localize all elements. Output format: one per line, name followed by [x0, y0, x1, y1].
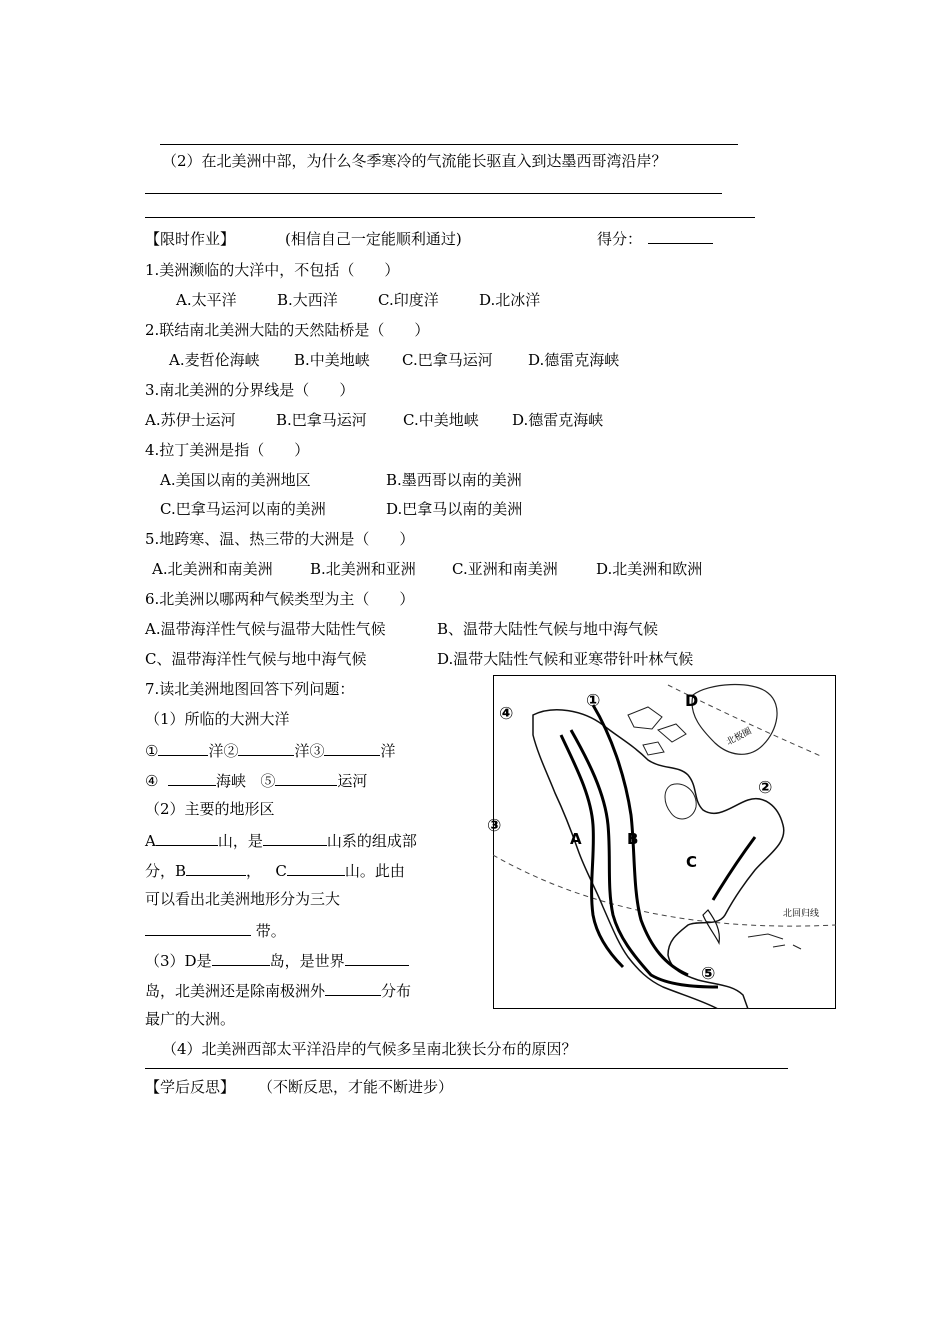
option[interactable]: C.巴拿马运河 [402, 351, 493, 369]
option[interactable]: A.苏伊士运河 [145, 411, 236, 429]
answer-line [145, 1068, 788, 1069]
circled-1: ① [145, 742, 159, 760]
label-text: 岛，北美洲还是除南极洲外 [145, 982, 326, 1000]
fill-line [145, 919, 286, 941]
label-text: 运河 [337, 772, 368, 790]
section-title: 【限时作业】 [145, 230, 236, 248]
option[interactable]: A.麦哲伦海峡 [169, 351, 260, 369]
blank-island[interactable] [212, 949, 270, 966]
reflection-motto: （不断反思，才能不断进步） [258, 1078, 454, 1096]
fill-line [145, 979, 411, 1001]
label-text: ， [246, 862, 262, 880]
rocky-mountains [593, 705, 688, 975]
blank-ocean-2[interactable] [238, 739, 294, 756]
label-text: 分布 [381, 982, 412, 1000]
score-label: 得分： [597, 230, 643, 248]
label-text: 山，是 [217, 832, 263, 850]
option[interactable]: A.北美洲和南美洲 [152, 560, 273, 578]
question-stem: 1.美洲濒临的大洋中，不包括（ ） [145, 261, 400, 279]
label-text: 洋② [208, 742, 239, 760]
blank-mountain-system[interactable] [263, 829, 327, 846]
label-text: 带。 [255, 922, 286, 940]
score-blank[interactable] [648, 243, 713, 244]
fill-line: 最广的大洲。 [145, 1010, 236, 1028]
option[interactable]: A.美国以南的美洲地区 [160, 471, 311, 489]
prior-question: （2）在北美洲中部，为什么冬季寒冷的气流能长驱直入到达墨西哥湾沿岸？ [162, 152, 667, 170]
option[interactable]: C.亚洲和南美洲 [452, 560, 558, 578]
label-text: 山。此由 [344, 862, 405, 880]
map-label-A: A [570, 830, 582, 848]
arctic-circle-label: 北极圈 [724, 726, 754, 748]
fill-line [145, 739, 396, 761]
label-text: C [275, 862, 287, 880]
map-label-C: C [686, 853, 698, 871]
option[interactable]: D.北美洲和欧洲 [596, 560, 703, 578]
map-label-4: ④ [499, 704, 514, 724]
map-label-5: ⑤ [701, 964, 716, 984]
label-text: 海峡 [216, 772, 247, 790]
sub-question: （2）主要的地形区 [145, 800, 275, 818]
fill-line [145, 859, 405, 881]
question-stem: 3.南北美洲的分界线是（ ） [145, 381, 355, 399]
question-stem: 4.拉丁美洲是指（ ） [145, 441, 310, 459]
fill-line [145, 829, 417, 851]
question-stem: 5.地跨寒、温、热三带的大洲是（ ） [145, 530, 415, 548]
fill-line: 可以看出北美洲地形分为三大 [145, 890, 341, 908]
blank-canal[interactable] [275, 769, 337, 786]
option[interactable]: B.北美洲和亚洲 [310, 560, 416, 578]
hudson-bay [665, 784, 696, 819]
question-stem: 7.读北美洲地图回答下列问题： [145, 680, 355, 698]
option[interactable]: A.太平洋 [176, 291, 237, 309]
map-label-B: B [627, 830, 639, 848]
blank-largest[interactable] [345, 949, 409, 966]
blank-mountain-c[interactable] [287, 859, 345, 876]
blank-distribution[interactable] [325, 979, 381, 996]
circled-4: ④ [145, 772, 159, 790]
fill-line [145, 949, 409, 971]
blank-ocean-3[interactable] [324, 739, 380, 756]
blank-mountain-a[interactable] [156, 829, 218, 846]
circled-5: ⑤ [260, 772, 276, 790]
appalachians [713, 837, 755, 900]
map-label-D: D [685, 691, 699, 710]
label-text: 分，B [145, 862, 187, 880]
section-motto: (相信自己一定能顺利通过) [285, 230, 462, 248]
blank-ocean-1[interactable] [158, 739, 208, 756]
fill-line [145, 769, 367, 791]
tropic-label: 北回归线 [783, 909, 820, 919]
option[interactable]: C.巴拿马运河以南的美洲 [160, 500, 326, 518]
option[interactable]: B、温带大陆性气候与地中海气候 [437, 620, 659, 638]
label-text: 洋③ [294, 742, 325, 760]
option[interactable]: D.温带大陆性气候和亚寒带针叶林气候 [437, 650, 694, 668]
option[interactable]: C、温带海洋性气候与地中海气候 [145, 650, 367, 668]
map-label-3: ③ [487, 816, 502, 836]
label-text: 洋 [380, 742, 396, 760]
option[interactable]: C.印度洋 [378, 291, 439, 309]
answer-line-top [160, 144, 738, 145]
option[interactable]: D.北冰洋 [479, 291, 541, 309]
option[interactable]: D.巴拿马以南的美洲 [386, 500, 523, 518]
option[interactable]: D.德雷克海峡 [512, 411, 604, 429]
label-text: 岛，是世界 [269, 952, 345, 970]
map-label-1: ① [586, 691, 601, 711]
question-stem: 6.北美洲以哪两种气候类型为主（ ） [145, 590, 415, 608]
sub-question: （1）所临的大洲大洋 [145, 710, 290, 728]
blank-zones[interactable] [145, 919, 251, 936]
option[interactable]: B.墨西哥以南的美洲 [386, 471, 522, 489]
option[interactable]: C.中美地峡 [403, 411, 479, 429]
florida-outline [703, 910, 719, 943]
option[interactable]: D.德雷克海峡 [528, 351, 620, 369]
reflection-title: 【学后反思】 [145, 1078, 236, 1096]
option[interactable]: A.温带海洋性气候与温带大陆性气候 [145, 620, 386, 638]
map-label-2: ② [758, 778, 773, 798]
label-text: A [145, 832, 156, 850]
north-america-map [493, 675, 836, 1009]
option[interactable]: B.中美地峡 [294, 351, 370, 369]
sub-question: （4）北美洲西部太平洋沿岸的气候多呈南北狭长分布的原因？ [162, 1040, 577, 1058]
option[interactable]: B.巴拿马运河 [276, 411, 367, 429]
label-text: 山系的组成部 [326, 832, 417, 850]
caribbean-islands [748, 934, 801, 949]
map-drawing [493, 675, 836, 1009]
option[interactable]: B.大西洋 [277, 291, 338, 309]
blank-plain-b[interactable] [186, 859, 246, 876]
blank-strait[interactable] [168, 769, 216, 786]
question-stem: 2.联结南北美洲大陆的天然陆桥是（ ） [145, 321, 430, 339]
label-text: （3）D是 [145, 952, 212, 970]
section-divider [145, 217, 755, 218]
answer-line [145, 193, 722, 194]
arctic-islands [628, 707, 686, 755]
